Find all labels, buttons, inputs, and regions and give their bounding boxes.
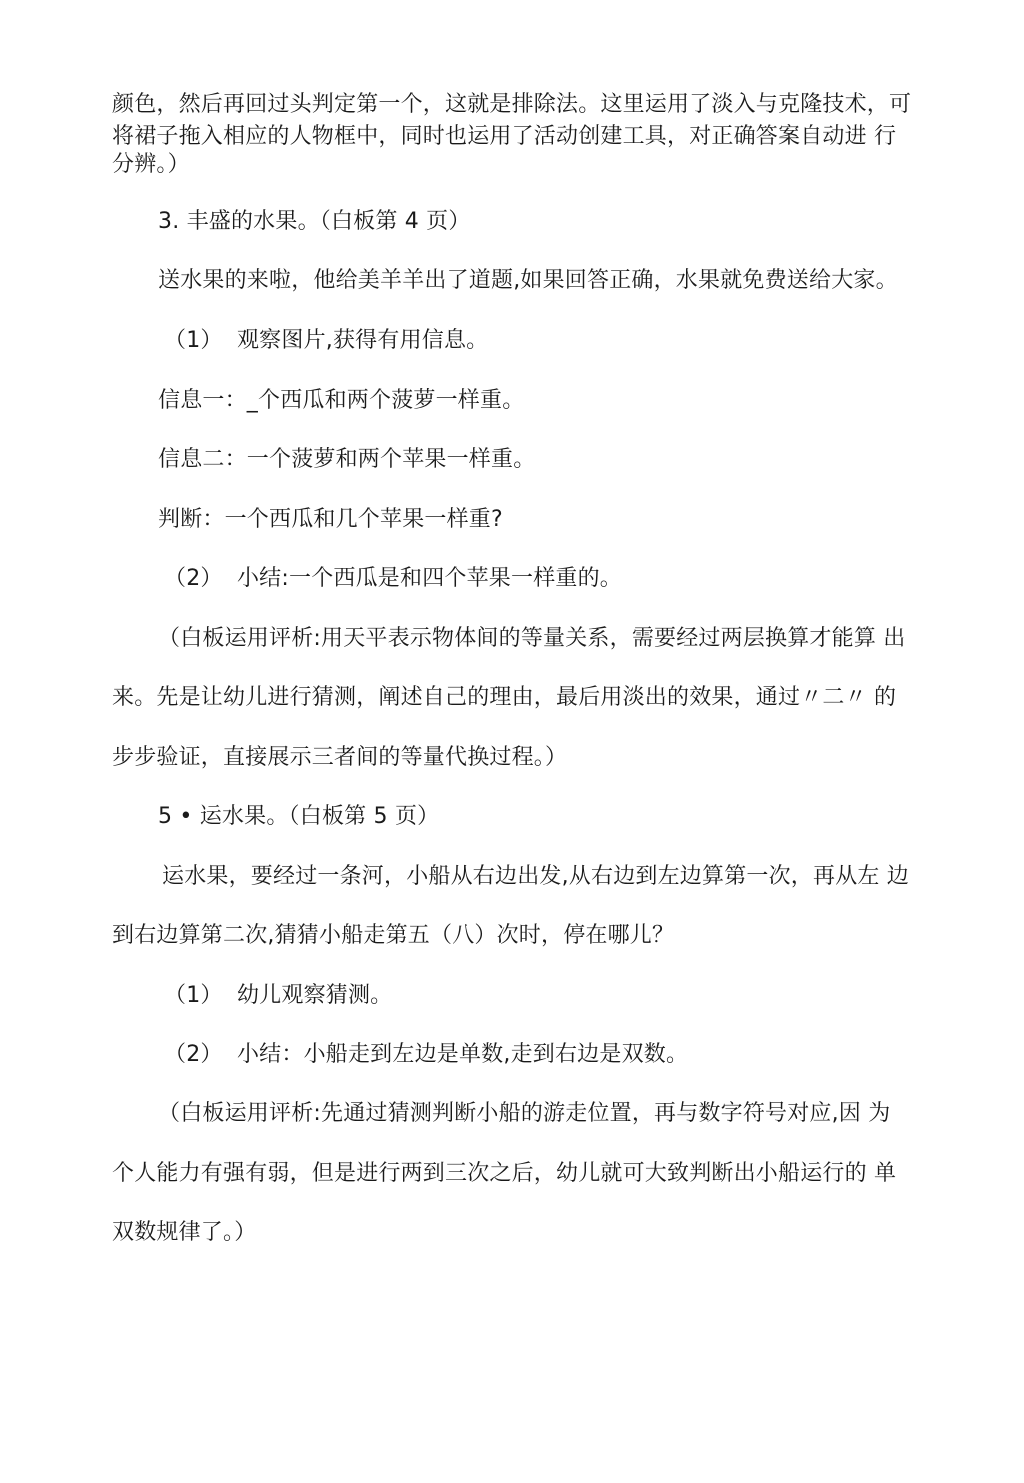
list-item-1: （1） 观察图片,获得有用信息。	[164, 328, 489, 353]
list-item-2: （2） 小结:一个西瓜是和四个苹果一样重的。	[164, 566, 622, 591]
list-item-4: （2） 小结：小船走到左边是单数,走到右边是双数。	[164, 1042, 689, 1067]
text-line-20: 个人能力有强有弱，但是进行两到三次之后，幼儿就可大致判断出小船运行的 单	[112, 1161, 897, 1186]
text-line-16: 到右边算第二次,猜猜小船走第五（八）次时，停在哪儿？	[112, 923, 675, 948]
text-line-21: 双数规律了。）	[112, 1220, 257, 1245]
section-heading-5: 5 • 运水果。（白板第 5 页）	[158, 804, 440, 829]
text-line-11: （白板运用评析:用天平表示物体间的等量关系，需要经过两层换算才能算 出	[158, 626, 906, 651]
text-line-13: 步步验证，直接展示三者间的等量代换过程。）	[112, 745, 568, 770]
list-item-3: （1） 幼儿观察猜测。	[164, 983, 393, 1008]
judgment-line: 判断：一个西瓜和几个苹果一样重?	[158, 507, 503, 532]
text-line-2: 将裙子拖入相应的人物框中，同时也运用了活动创建工具，对正确答案自动进 行	[112, 124, 897, 149]
text-line-12: 来。先是让幼儿进行猜测，阐述自己的理由，最后用淡出的效果，通过〃二〃 的	[112, 685, 897, 710]
text-line-19: （白板运用评析:先通过猜测判断小船的游走位置，再与数字符号对应,因 为	[158, 1101, 891, 1126]
info-line-1: 信息一：_个西瓜和两个菠萝一样重。	[158, 388, 525, 413]
text-line-15: 运水果，要经过一条河，小船从右边出发,从右边到左边算第一次，再从左 边	[162, 864, 909, 889]
text-line-3: 分辨。）	[112, 152, 190, 177]
text-line-1: 颜色，然后再回过头判定第一个，这就是排除法。这里运用了淡入与克隆技术，可	[112, 92, 912, 117]
info-line-2: 信息二：一个菠萝和两个苹果一样重。	[158, 447, 536, 472]
text-line-5: 送水果的来啦，他给美羊羊出了道题,如果回答正确，水果就免费送给大家。	[158, 268, 898, 293]
section-heading-3: 3. 丰盛的水果。（白板第 4 页）	[158, 209, 471, 234]
